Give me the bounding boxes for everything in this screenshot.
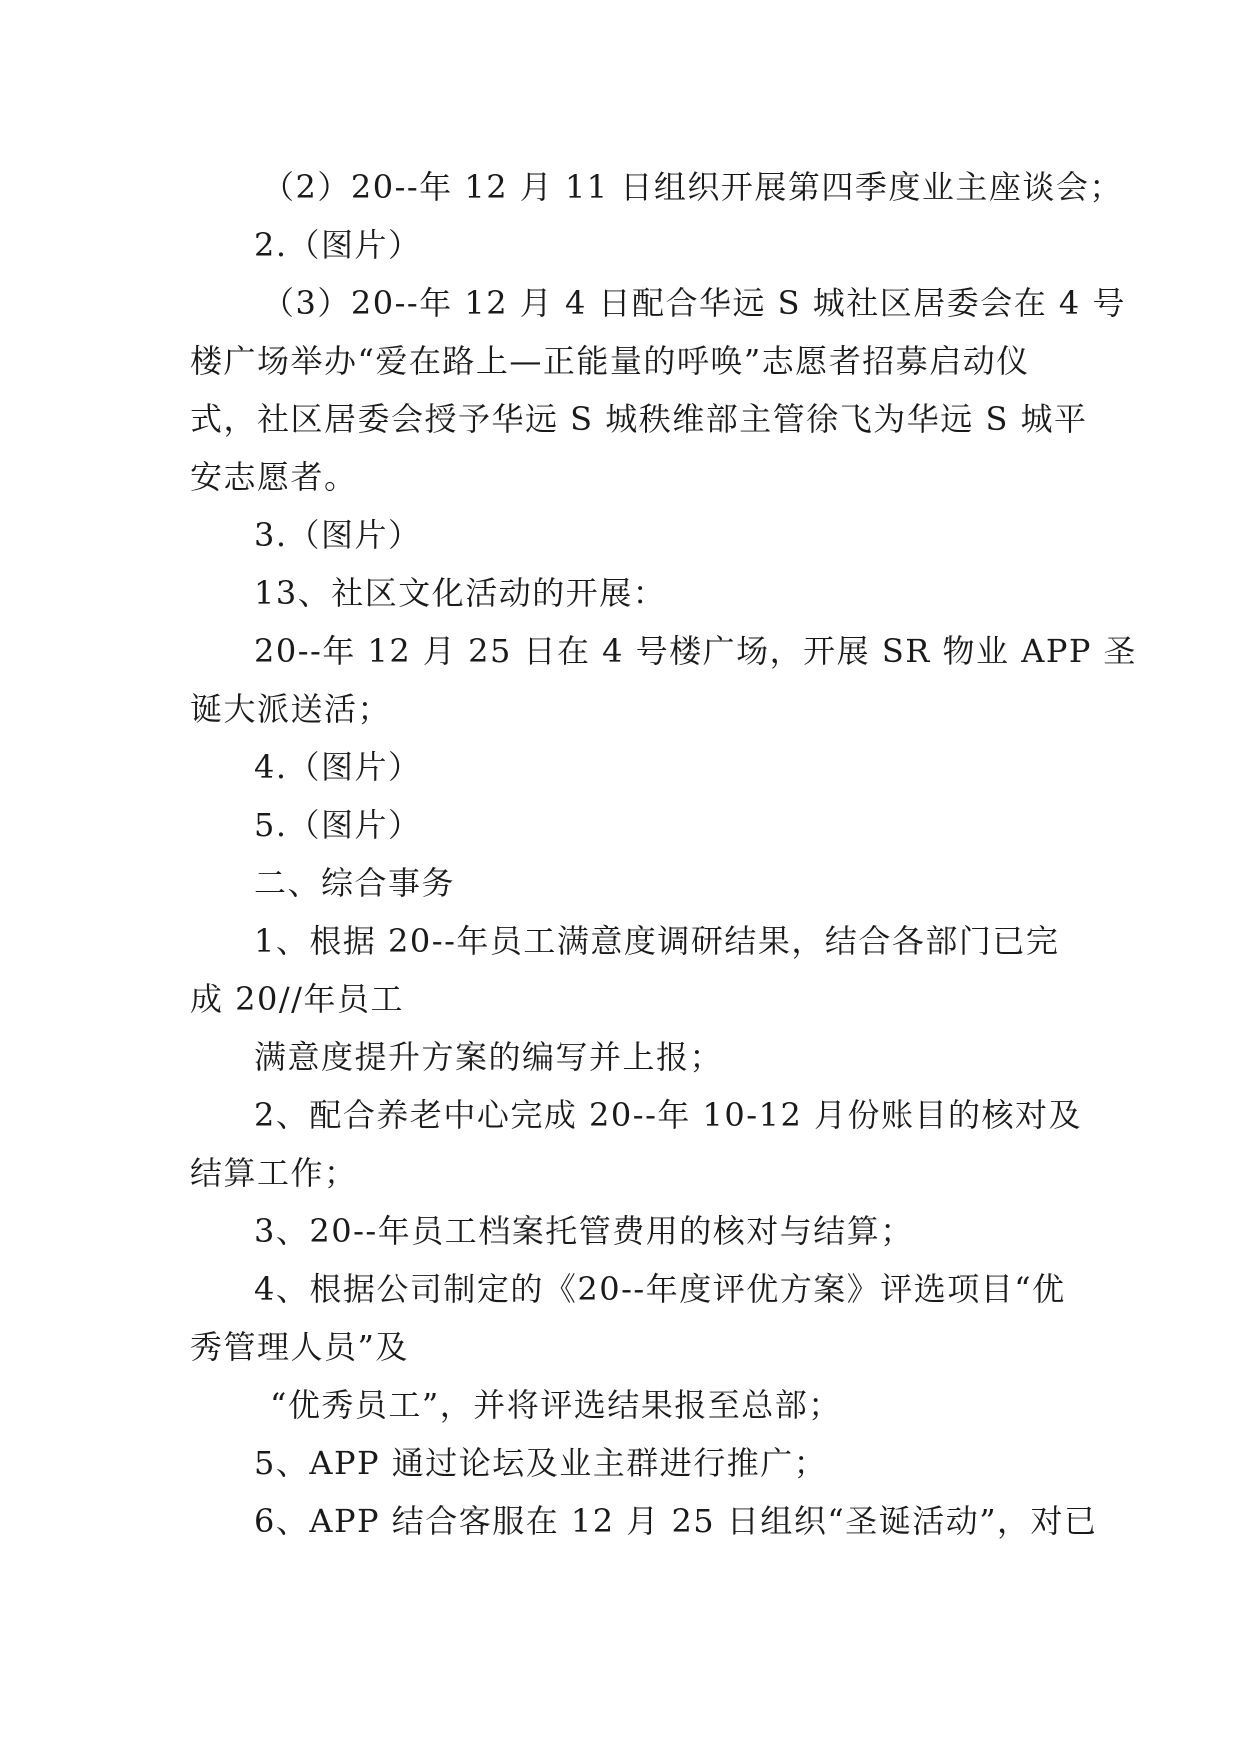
section-heading: 13、社区文化活动的开展：	[254, 574, 667, 612]
paragraph-line: “优秀员工”，并将评选结果报至总部；	[270, 1386, 842, 1424]
paragraph-line: 楼广场举办“爱在路上—正能量的呼唤”志愿者招募启动仪	[190, 342, 1030, 380]
paragraph-line: 6、APP 结合客服在 12 月 25 日组织“圣诞活动”，对已	[254, 1502, 1098, 1540]
paragraph-line: （2）20--年 12 月 11 日组织开展第四季度业主座谈会；	[262, 168, 1123, 206]
paragraph-line: 诞大派送活；	[190, 690, 392, 728]
paragraph-line: 3.（图片）	[254, 516, 422, 554]
section-heading: 二、综合事务	[254, 864, 456, 902]
paragraph-line: 式，社区居委会授予华远 S 城秩维部主管徐飞为华远 S 城平	[190, 400, 1088, 438]
paragraph-line: 2、配合养老中心完成 20--年 10-12 月份账目的核对及	[254, 1096, 1082, 1134]
paragraph-line: 4、根据公司制定的《20--年度评优方案》评选项目“优	[254, 1270, 1066, 1308]
paragraph-line: 5、APP 通过论坛及业主群进行推广；	[254, 1444, 828, 1482]
paragraph-line: 满意度提升方案的编写并上报；	[254, 1038, 724, 1076]
paragraph-line: 成 20//年员工	[190, 980, 404, 1018]
paragraph-line: 2.（图片）	[254, 226, 422, 264]
paragraph-line: 安志愿者。	[190, 458, 358, 496]
paragraph-line: 1、根据 20--年员工满意度调研结果，结合各部门已完	[254, 922, 1060, 960]
paragraph-line: 结算工作；	[190, 1154, 358, 1192]
paragraph-line: 4.（图片）	[254, 748, 422, 786]
paragraph-line: 秀管理人员”及	[190, 1328, 409, 1366]
paragraph-line: 20--年 12 月 25 日在 4 号楼广场，开展 SR 物业 APP 圣	[254, 632, 1138, 670]
paragraph-line: （3）20--年 12 月 4 日配合华远 S 城社区居委会在 4 号	[262, 284, 1126, 322]
paragraph-line: 5.（图片）	[254, 806, 422, 844]
paragraph-line: 3、20--年员工档案托管费用的核对与结算；	[254, 1212, 914, 1250]
